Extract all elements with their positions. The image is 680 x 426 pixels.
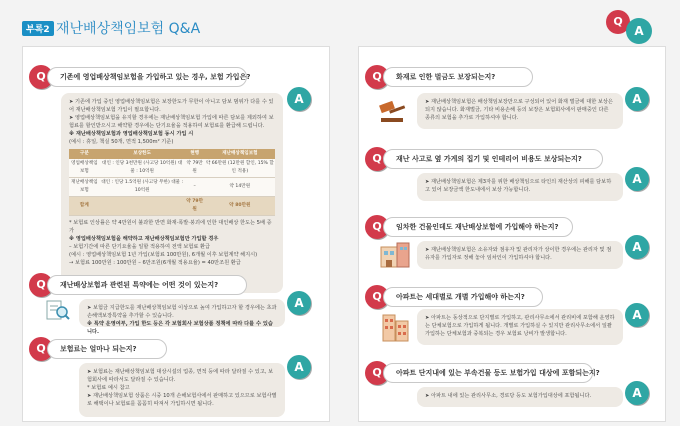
- page-header: [0, 0, 680, 44]
- document-magnifier-icon: [45, 299, 71, 321]
- answer-line: ➤ 기존에 가입 중인 영업배상책임보험은 보장한도가 무한이 아니고 담보 범위가 다를 수 있어 재난배상책임보험 가입이 필요합니다.: [69, 99, 274, 113]
- table-cell: 약 79만원: [185, 159, 205, 178]
- table-caption: ※ 재난배상책임보험과 영업배상책임보험 동시 가입 시: [69, 131, 194, 137]
- table-header: 재난배상책임보험: [205, 149, 275, 159]
- q-icon: Q: [29, 337, 53, 361]
- question-8: 아파트 단지내에 있는 부속건물 등도 보험가입 대상에 포함되는지?: [383, 363, 593, 383]
- answer-line: ※ 영업배상책임보험을 해약하고 재난배상책임보험만 가입할 경우: [69, 236, 219, 242]
- table-cell: –: [185, 178, 205, 197]
- apartment-icon: [381, 311, 411, 343]
- right-panel: [358, 46, 666, 422]
- q-icon: Q: [29, 273, 53, 297]
- a-icon: A: [625, 303, 649, 327]
- answer-line: ➤ 재난배상책임보험 상품은 시중 10개 손해보험사에서 판매하고 있으므로 보험사별로 해택이나 보험료를 꼼꼼히 따져서 가입하시면 됩니다.: [87, 393, 277, 407]
- table-cell: 약 66만원 (12만원 할인, 15% 할인 적용): [205, 159, 275, 178]
- question-6: 임차한 건물인데도 재난배상보험에 가입해야 하는지?: [383, 217, 573, 237]
- table-cell: 합계: [69, 197, 100, 216]
- q-icon: Q: [365, 215, 389, 239]
- question-2: 재난배상보험과 관련된 특약에는 어떤 것이 있는지?: [47, 275, 247, 295]
- answer-8: [417, 387, 623, 407]
- answer-line: ➤ 아파트는 동상적으로 단지별로 가입하고, 관리사무소에서 관리비에 포함해 운영하는 단체보험으로 가입하게 됩니다. 개별로 가입하실 수 있지만 관리사무소에서 일괄 가입하는 단체보험과 중복되는 경우 보험료 낭비가 발생합니다.: [425, 315, 615, 337]
- table-cell: [100, 197, 185, 216]
- a-icon: A: [625, 167, 649, 191]
- answer-line: ➤ 재난배상책임보험은 소유자와 점유자 및 관리자가 상이한 경우에는 관리자 및 점유자를 가입자로 정해 놓아 임차인이 가입하셔야 합니다.: [425, 247, 612, 261]
- answer-line: (예시 : 영업배상책임보험 1년 가입(보험료 100만원), 6개월 이후 보험계약 해지시): [69, 252, 258, 258]
- table-row: [69, 159, 275, 178]
- a-logo-icon: A: [626, 18, 652, 44]
- answer-4: [417, 93, 623, 129]
- table-cell: 재난배상책임보험: [69, 178, 100, 197]
- table-example: (예시 : 휴일, 책실 50개, 면적 1,500m² 기준): [69, 139, 174, 145]
- a-icon: A: [625, 87, 649, 111]
- table-cell: 영업배상책임보험: [69, 159, 100, 178]
- answer-line: * 보험료 예시 참고: [87, 385, 130, 391]
- answer-line: ➤ 재난배상책임보험은 제3자를 위한 배상책임으로 타인의 재산상의 피해를 담보하고 있어 보장금액 한도내에서 보상 가능합니다.: [425, 179, 612, 193]
- table-header: 구분: [69, 149, 100, 159]
- answer-line: ➤ 아파트 내에 있는 관리사무소, 경로당 등도 보험가입대상에 포함됩니다.: [425, 393, 592, 399]
- table-header: 현행: [185, 149, 205, 159]
- table-row: [69, 178, 275, 197]
- q-icon: Q: [29, 65, 53, 89]
- table-cell: 약 79만원: [185, 197, 205, 216]
- question-7: 아파트는 세대별로 개별 가입해야 하는지?: [383, 287, 543, 307]
- table-cell: 대인 : 인당 1.5억원 (사고당 무한) 대물 : 10억원: [100, 178, 185, 197]
- gavel-icon: [377, 99, 411, 123]
- building-icon: [379, 239, 411, 269]
- answer-3: [79, 363, 285, 417]
- table-header: 보상한도: [100, 149, 185, 159]
- answer-7: [417, 309, 623, 345]
- left-panel: [22, 46, 330, 422]
- qa-logo: [604, 8, 664, 44]
- insurance-table: [69, 149, 275, 216]
- page-title: 재난배상책임보험 Q&A: [56, 21, 201, 37]
- answer-line: ➤ 보험료는 재난배상책임보험 대상시설의 업종, 면적 등에 따라 달라질 수 있고, 보험회사에 따라서도 달라질 수 있습니다.: [87, 369, 274, 383]
- question-5: 재난 사고로 옆 가게의 집기 및 인테리어 비용도 보상되는지?: [383, 149, 603, 169]
- answer-line: ➤ 영업배상책임보험을 유지할 경우에는 재난배상책임보험 가입에 따른 담보를 제외하여 보험료를 할인받으시고 해약할 경우에는 단기요율을 적용하여 보험료를 환급해 드립니다.: [69, 115, 274, 129]
- q-icon: Q: [365, 65, 389, 89]
- answer-2: [79, 299, 285, 335]
- a-icon: A: [625, 235, 649, 259]
- table-cell: 약 14만원: [205, 178, 275, 197]
- a-icon: A: [287, 87, 311, 111]
- table-note: * 보험료 인상률은 약 4만원이 불과한 반면 화재·폭발·붕괴에 인한 대인배상 한도는 5배 증가: [69, 220, 272, 234]
- answer-5: [417, 173, 623, 201]
- answer-line: ➤ 보험금 지급한도를 재난배상책임보험 이상으로 높여 가입하고자 할 경우에는 초과손해액보장특약을 추가할 수 있습니다.: [87, 305, 277, 319]
- a-icon: A: [287, 291, 311, 315]
- question-1: 기존에 영업배상책임보험을 가입하고 있는 경우, 보험 가입은?: [47, 67, 247, 87]
- q-icon: Q: [365, 285, 389, 309]
- table-row: [69, 197, 275, 216]
- table-cell: 대인 : 인당 3천만원 (사고당 10억원) 대물 : 10억원: [100, 159, 185, 178]
- table-cell: 약 80만원: [205, 197, 275, 216]
- answer-6: [417, 241, 623, 269]
- a-icon: A: [625, 381, 649, 405]
- answer-1: [61, 93, 283, 293]
- appendix-badge: 부록2: [22, 21, 54, 36]
- question-3: 보험료는 얼마나 되는지?: [47, 339, 167, 359]
- answer-line: → 보험료 100만원 : 100만원 – 6만조원(6개월 적용요율) = 40만조원 환급: [69, 260, 241, 266]
- answer-line: ➤ 재난배상책임보험은 배상책임보장만으로 구성되어 있어 화재 벌금에 대한 보상은 되지 않습니다. 화재벌금, 기타 비용손해 등의 보장은 보험회사에서 판매중인 다른 종류의 보험을 추가로 가입하셔야 합니다.: [425, 99, 613, 121]
- answer-line: ※ 특약 운영여부, 가입 한도 등은 각 보험회사 보험상품 정책에 따라 다를 수 있습니다.: [87, 321, 273, 335]
- question-4: 화재로 인한 벌금도 보장되는지?: [383, 67, 533, 87]
- answer-line: – 보험기간에 따른 단기요율을 일할 적용하여 전액 보험료 환급: [69, 244, 211, 250]
- a-icon: A: [287, 355, 311, 379]
- q-logo-icon: Q: [606, 10, 630, 34]
- q-icon: Q: [365, 147, 389, 171]
- q-icon: Q: [365, 361, 389, 385]
